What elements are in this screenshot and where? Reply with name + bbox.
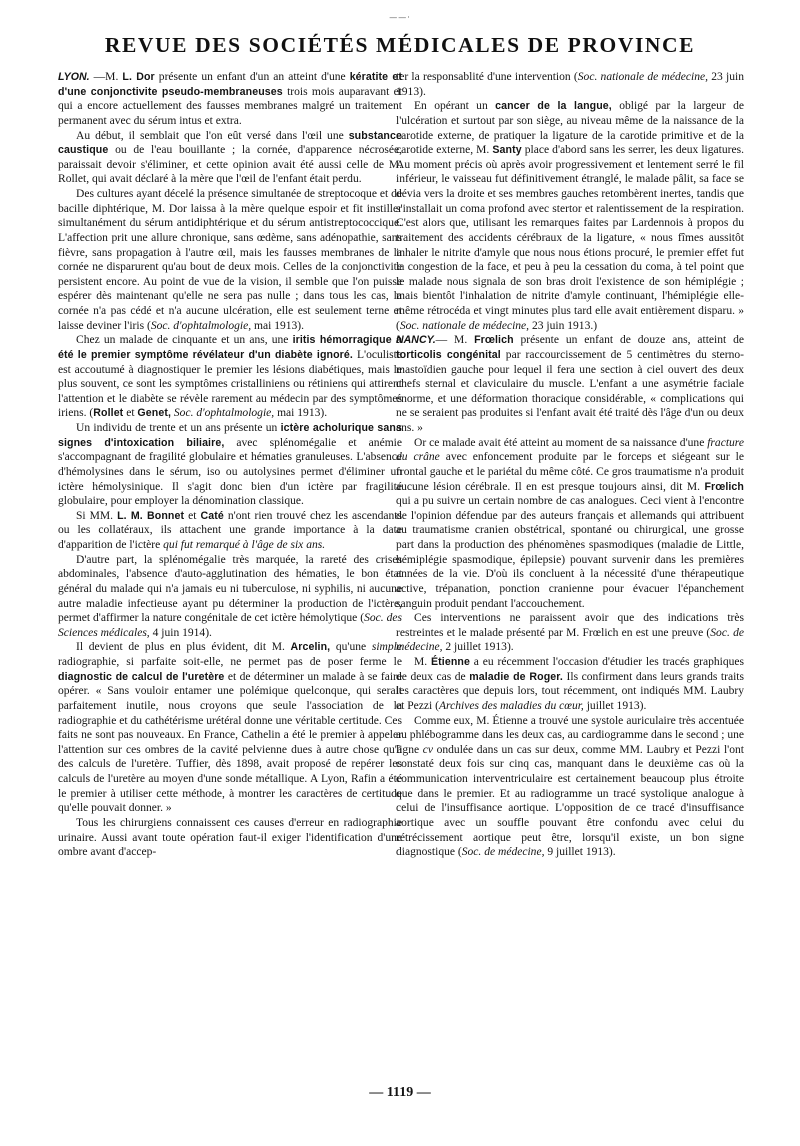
paragraph: [396, 333, 744, 435]
bold-run: Genet,: [137, 407, 171, 420]
text-run: obligé par la largeur de l'ulcération et surtout par son siège, au niveau même de la naissance de la carotide externe, de pratiquer la ligature de la carotide primitive et de la carotide externe, M.: [396, 100, 744, 157]
text-run: mai 1913).: [251, 319, 305, 332]
city-heading: NANCY.: [396, 334, 436, 347]
bold-run: kératite et d'une conjonctivite pseudo-membraneuses: [58, 71, 402, 98]
italic-run: Soc. des Sciences médicales,: [58, 612, 403, 639]
text-run: Comme eux, M. Étienne a trouvé une systole auriculaire très accentuée au phlébogramme dans les deux cas, au cardiogramme dans le second ; une ligne: [396, 714, 744, 756]
text-run: juillet 1913).: [583, 699, 647, 712]
paragraph: [396, 655, 744, 714]
text-run: place d'abord sans les serrer, les deux ligatures. Au moment précis où après avoir progressivement et lentement serré le fil inférieur, le vaisseau fut définitivement étranglé, le malade pâlit, sa face se dévia vers la droite et ses membres gauches retombèrent inertes, tandis que s'installait un coma profond avec stertor et ralentissement de la respiration. C'est alors que, utilisant les remarques faites par Lardennois à propos du traitement des accidents cérébraux de la ligature, « nous fîmes aussitôt inhaler le nitrite d'amyle que nous nous étions procuré, le premier effet fut la congestion de la face, et peu à peu la cessation du coma, à tel point que le malade nous signala de son bras droit l'existence de son hémiplégie ; mais bientôt l'inhalation de nitrite d'amyle continuant, l'hémiplégie elle-même rétrocéda et vingt minutes plus tard elle avait entièrement disparu. » (: [396, 144, 744, 332]
italic-run: Soc. nationale de médecine,: [577, 71, 709, 83]
text-run: En opérant un: [414, 100, 496, 113]
paragraph: [396, 99, 744, 333]
paragraph: [396, 70, 744, 99]
page-number: — 1119 —: [369, 1085, 431, 1100]
text-run: Chez un malade de cinquante et un ans, une: [76, 334, 293, 347]
bold-run: torticolis congénital: [396, 348, 501, 361]
text-run: Si MM.: [76, 509, 118, 522]
italic-run: fracture du crâne: [396, 436, 744, 464]
left-column: [58, 70, 402, 860]
italic-run: Archives des maladies du cœur,: [438, 699, 584, 712]
bold-run: L. Dor: [122, 71, 155, 83]
text-run: n'ont rien trouvé chez les ascendants ou les collatéraux, ils attachent une grande importance à la date d'apparition de l'ictère: [58, 509, 403, 551]
text-run: 9 juillet 1913).: [544, 846, 616, 859]
text-run: avec enfoncement produite par le forceps et siégeant sur le frontal gauche et le pariétal du même côté. Ce gros traumatisme n'a produit aucune lésion cérébrale. Il en est presque toujours ainsi, dit M.: [396, 451, 745, 493]
paragraph: [58, 187, 402, 333]
bold-run: Caté: [200, 509, 224, 522]
paragraph: [58, 333, 402, 421]
text-run: qu'une: [330, 641, 372, 654]
paragraph: [396, 714, 744, 860]
text-run: trois mois auparavant et qui a encore actuellement des fausses membranes malgré un traitement permanent avec du sérum intus et extra.: [58, 85, 403, 127]
paragraph: [58, 421, 402, 509]
text-run: Il devient de plus en plus évident, dit M.: [76, 641, 291, 654]
text-run: — M.: [435, 334, 475, 347]
bold-run: ictère acholurique sans signes d'intoxication biliaire,: [58, 422, 402, 449]
text-run: Des cultures ayant décelé la présence simultanée de streptocoque et de bacille diphtérique, M. Dor laissa à la mère quelque espoir et fit instiller simultanément du sérum antidiphtérique et du sérum antistreptococcique. L'affection prit une allure chronique, sans œdème, sans adénopathie, sans fièvre, sans propagation à l'autre œil, mais les fausses membranes de la cornée ne disparurent qu'au bout de deux mois. Celles de la conjonctivite persistent encore. Au point de vue de la vision, il semble que l'on puisse espérer dès maintenant qu'elle ne sera pas nulle ; dans tous les cas, la cornée n'a pas cédé et n'a aucune ulcération, elle est seulement terne et laisse deviner l'iris (: [58, 188, 402, 332]
text-run: Tous les chirurgiens connaissent ces causes d'erreur en radiographie urinaire. Aussi avant toute opération faut-il exiger l'identification d'une ombre avant d'accep-: [58, 816, 402, 859]
italic-run: cv: [422, 743, 433, 756]
text-run: par raccourcissement de 5 centimètres du sterno-mastoïdien gauche pour lequel il fera une section à ciel ouvert des deux chefs sternal et claviculaire du muscle. L'enfant a une asymétrie faciale énorme, et une déformation thoracique considérable, « complications qui ne se seraient pas produites si l'enfant avait été traité dès l'âge d'un ou deux ans. »: [396, 348, 744, 434]
paragraph: [396, 611, 744, 655]
paragraph: [58, 640, 402, 816]
text-run: Au début, il semblait que l'on eût versé dans l'œil une: [76, 129, 349, 142]
bold-run: iritis hémorragique a été le premier symptôme révélateur d'un diabète ignoré.: [58, 334, 402, 361]
bold-run: cancer de la langue,: [495, 100, 612, 113]
text-run: a eu récemment l'occasion d'étudier les tracés graphiques de deux cas de: [396, 656, 744, 683]
text-run: L'oculiste est accoutumé à diagnostiquer le premier les lésions diabétiques, mais le plus souvent, ce sont les symptômes cristalliniens ou rétiniens qui attirent l'attention et le diabète se révèle rarement au médecin par des symptômes iriens. (: [58, 348, 403, 420]
text-run: ondulée dans un cas sur deux, comme MM. Laubry et Pezzi l'ont constaté deux fois sur cinq cas, manquant dans le deuxième cas où la communication interventriculaire est certainement beaucoup plus étroite que dans le premier. Et au radiogramme un tracé systolique analogue à celui de l'insuffisance aortique. L'opposition de ce tracé d'insuffisance aortique avec un souffle pouvant être confondu avec celui du rétrécissement aortique peut être, lorsqu'il existe, un bon signe diagnostique (: [396, 743, 744, 859]
text-run: présente un enfant de douze ans, atteint de: [513, 334, 744, 347]
text-run: et: [123, 407, 138, 420]
top-ornament: ——·: [389, 13, 411, 22]
text-run: présente un enfant d'un an atteint d'une: [154, 71, 350, 83]
bold-run: Santy: [492, 144, 522, 157]
text-run: Ils confirment dans leurs grands traits les caractères que depuis lors, tout récemment, ont indiqués MM. Laubry et Pezzi (: [396, 670, 744, 712]
bold-run: substance caustique: [58, 129, 402, 157]
italic-run: Soc. de médecine,: [396, 626, 744, 654]
text-run: radiographie, si parfaite soit-elle, ne permet pas de poser ferme le: [58, 656, 402, 668]
italic-run: Soc. d'ophtalmologie,: [173, 407, 275, 420]
italic-run: simple: [371, 641, 402, 654]
paragraph: [58, 129, 402, 188]
bold-run: Rollet: [93, 407, 124, 420]
text-run: 23 juin 1913.): [529, 319, 598, 332]
text-run: M.: [414, 656, 431, 668]
city-heading: LYON.: [58, 71, 90, 83]
italic-run: qui fut remarqué à l'âge de six ans.: [163, 539, 326, 551]
text-run: ou de l'eau bouillante ; la cornée, d'apparence nécrosée, paraissait devoir s'éliminer, et cette opinion avait été aussi celle de M. Rollet, qui avait déclaré à la mère que l'œil de l'enfant était perdu.: [58, 144, 402, 186]
italic-run: Soc. nationale de médecine,: [399, 319, 530, 332]
text-run: 4 juin 1914).: [149, 626, 212, 639]
bold-run: Étienne: [431, 656, 470, 668]
paragraph: [58, 70, 402, 129]
text-run: —M.: [89, 71, 123, 83]
text-run: qui a pu suivre un certain nombre de cas analogues. Ceci vient à l'encontre de l'opinion défendue par des auteurs français et allemands qui attribuent au traumatisme cranien obstétrical, spontané ou chirurgical, une grosse part dans la production des phénomènes spasmodiques (maladie de Little, hémiplégie spasmodique, épilepsie) pouvant survenir dans les premières années de la vie. D'où ils concluent à la nécessité d'une thérapeutique active, trépanation, ponction cranienne pour évacuer l'épanchement sanguin produit pendant l'accouchement.: [396, 495, 744, 610]
right-column: [396, 70, 744, 860]
italic-run: Soc. de médecine,: [461, 846, 545, 859]
paragraph: [58, 553, 402, 641]
text-run: Or ce malade avait été atteint au moment de sa naissance d'une: [414, 436, 708, 449]
text-run: mai 1913).: [274, 407, 328, 420]
text-run: et: [184, 509, 201, 522]
text-run: ter la responsablité d'une intervention (: [396, 71, 578, 83]
bold-run: Frœlich: [474, 334, 514, 347]
bold-run: maladie de Roger.: [469, 670, 563, 683]
italic-run: Soc. d'ophtalmologie,: [150, 319, 252, 332]
text-run: avec splénomégalie et anémie s'accompagnant de fragilité globulaire et hématies granuleuses. L'absence d'hémolysines dans le sérum, iso ou autolysines permet d'éliminer un ictère hémolysinique. Il s'agit donc bien d'un ictère par fragilité globulaire, pour employer la dénomination classique.: [58, 436, 403, 508]
bold-run: L. M. Bonnet: [117, 509, 185, 522]
text-run: Un individu de trente et un ans présente un: [76, 422, 281, 434]
text-run: 23 juin 1913).: [396, 71, 744, 98]
page-title: REVUE DES SOCIÉTÉS MÉDICALES DE PROVINCE: [104, 33, 696, 57]
paragraph: [396, 436, 744, 612]
bold-run: Frœlich: [704, 480, 744, 493]
paragraph: [58, 509, 402, 553]
text-run: D'autre part, la splénomégalie très marquée, la rareté des crises abdominales, l'absence d'auto-agglutination des hématies, le bon état général du malade qui n'a jamais eu ni tuberculose, ni syphilis, ni aucune autre maladie infectieuse ayant pu déterminer la production de l'ictère, permet d'affirmer la nature congénitale de cet ictère hémolytique (: [58, 553, 402, 625]
bold-run: diagnostic de calcul de l'uretère: [58, 670, 225, 683]
paragraph: [58, 816, 402, 860]
bold-run: Arcelin,: [290, 641, 331, 654]
text-run: et de déterminer un malade à se faire opérer. « Sans vouloir entamer une polémique quelconque, qui serait parfaitement inutile, nous croyons que seule l'association de la radiographie et du cathétérisme urétéral donne une véritable certitude. Ces faits ne sont pas nouveaux. En France, Cathelin a été le premier à appeler l'attention sur ces ombres de la cavité pelvienne dues à autre chose qu'à des calculs de l'uretère. Tuffier, dès 1898, avait proposé de repérer les calculs de l'uretère au moyen d'une sonde métallique. A Lyon, Rafin a été le premier à utiliser cette méthode, à montrer les caractères de certitude qu'elle pouvait donner. »: [58, 670, 402, 815]
text-run: 2 juillet 1913).: [442, 641, 514, 654]
text-run: Ces interventions ne paraissent avoir que des indications très restreintes et le malade présenté par M. Frœlich en est une preuve (: [396, 612, 744, 639]
